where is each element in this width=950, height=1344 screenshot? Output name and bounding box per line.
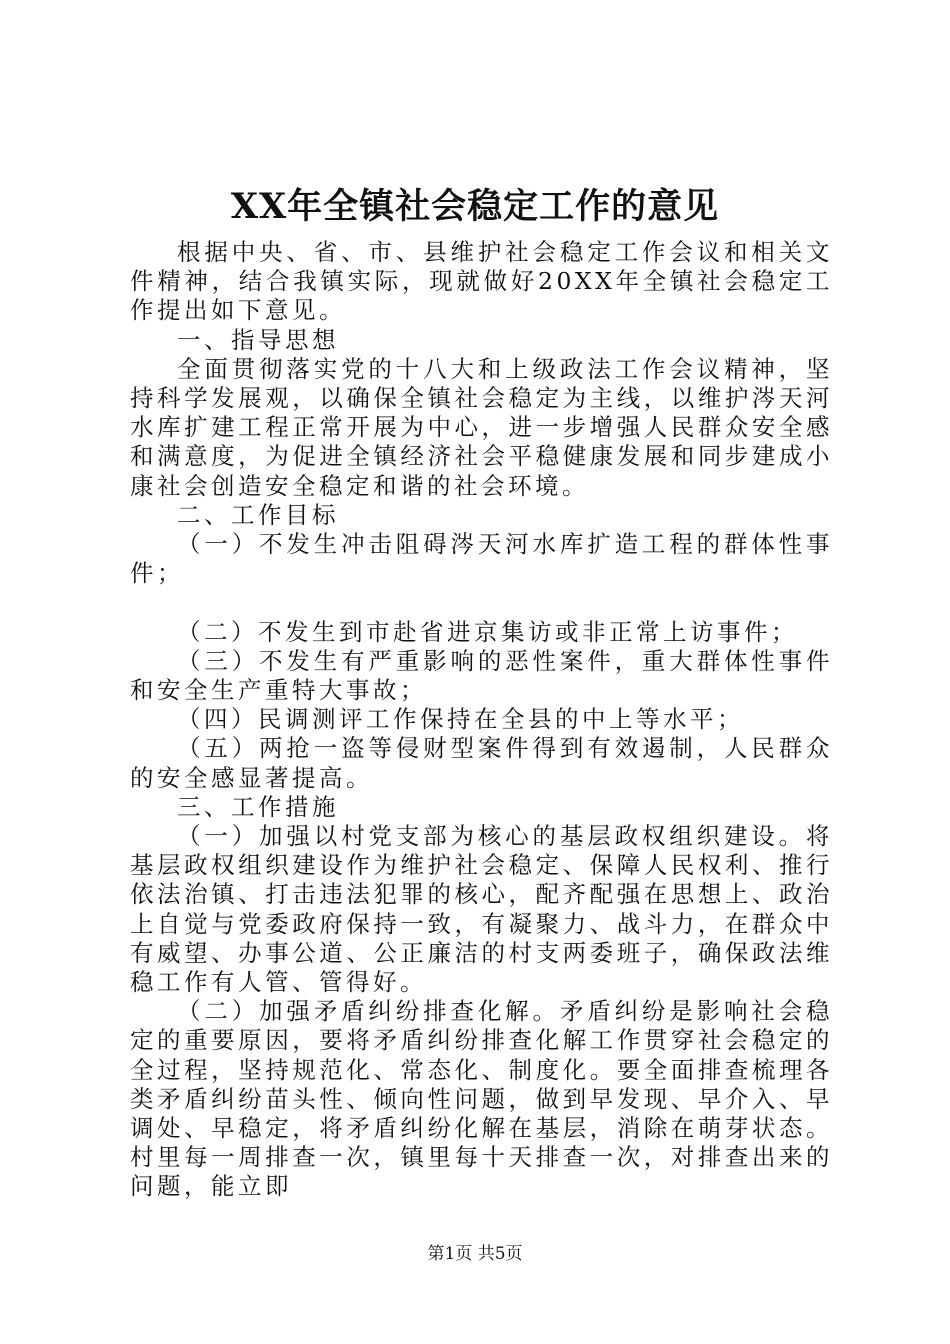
goal-item-1: （一）不发生冲击阻碍涔天河水库扩造工程的群体性事件； bbox=[130, 530, 833, 588]
goal-item-3: （三）不发生有严重影响的恶性案件，重大群体性事件和安全生产重特大事故； bbox=[130, 646, 833, 705]
page-footer: 第1页 共5页 bbox=[427, 1244, 523, 1264]
measure-item-1: （一）加强以村党支部为核心的基层政权组织建设。将基层政权组织建设作为维护社会稳定、保障人民权利、推行依法治镇、打击违法犯罪的核心，配齐配强在思想上、政治上自觉与党委政府保持一致，有凝聚力、战斗力，在群众中有威望、办事公道、公正廉洁的村支两委班子，确保政法维稳工作有人管、管得好。 bbox=[130, 822, 833, 997]
goal-item-4: （四）民调测评工作保持在全县的中上等水平； bbox=[177, 705, 744, 734]
document-body bbox=[130, 238, 833, 1202]
section-heading-work-goals: 二、工作目标 bbox=[177, 500, 339, 529]
goal-item-5: （五）两抢一盗等侵财型案件得到有效遏制，人民群众的安全感显著提高。 bbox=[130, 734, 833, 792]
measure-item-2: （二）加强矛盾纠纷排查化解。矛盾纠纷是影响社会稳定的重要原因，要将矛盾纠纷排查化解工作贯穿社会稳定的全过程，坚持规范化、常态化、制度化。要全面排查梳理各类矛盾纠纷苗头性、倾向性问题，做到早发现、早介入、早调处、早稳定，将矛盾纠纷化解在基层，消除在萌芽状态。村里每一周排查一次，镇里每十天排查一次，对排查出来的问题，能立即 bbox=[130, 997, 833, 1201]
goal-item-2: （二）不发生到市赴省进京集访或非正常上访事件； bbox=[177, 617, 798, 646]
guiding-ideology-paragraph: 全面贯彻落实党的十八大和上级政法工作会议精神，坚持科学发展观，以确保全镇社会稳定为主线，以维护涔天河水库扩建工程正常开展为中心，进一步增强人民群众安全感和满意度，为促进全镇经济社会平稳健康发展和同步建成小康社会创造安全稳定和谐的社会环境。 bbox=[130, 354, 833, 500]
intro-paragraph: 根据中央、省、市、县维护社会稳定工作会议和相关文件精神，结合我镇实际，现就做好20XX年全镇社会稳定工作提出如下意见。 bbox=[130, 238, 833, 325]
section-heading-work-measures: 三、工作措施 bbox=[177, 792, 339, 821]
section-heading-guiding-ideology: 一、指导思想 bbox=[177, 325, 339, 354]
document-title: XX年全镇社会稳定工作的意见 bbox=[230, 186, 720, 227]
